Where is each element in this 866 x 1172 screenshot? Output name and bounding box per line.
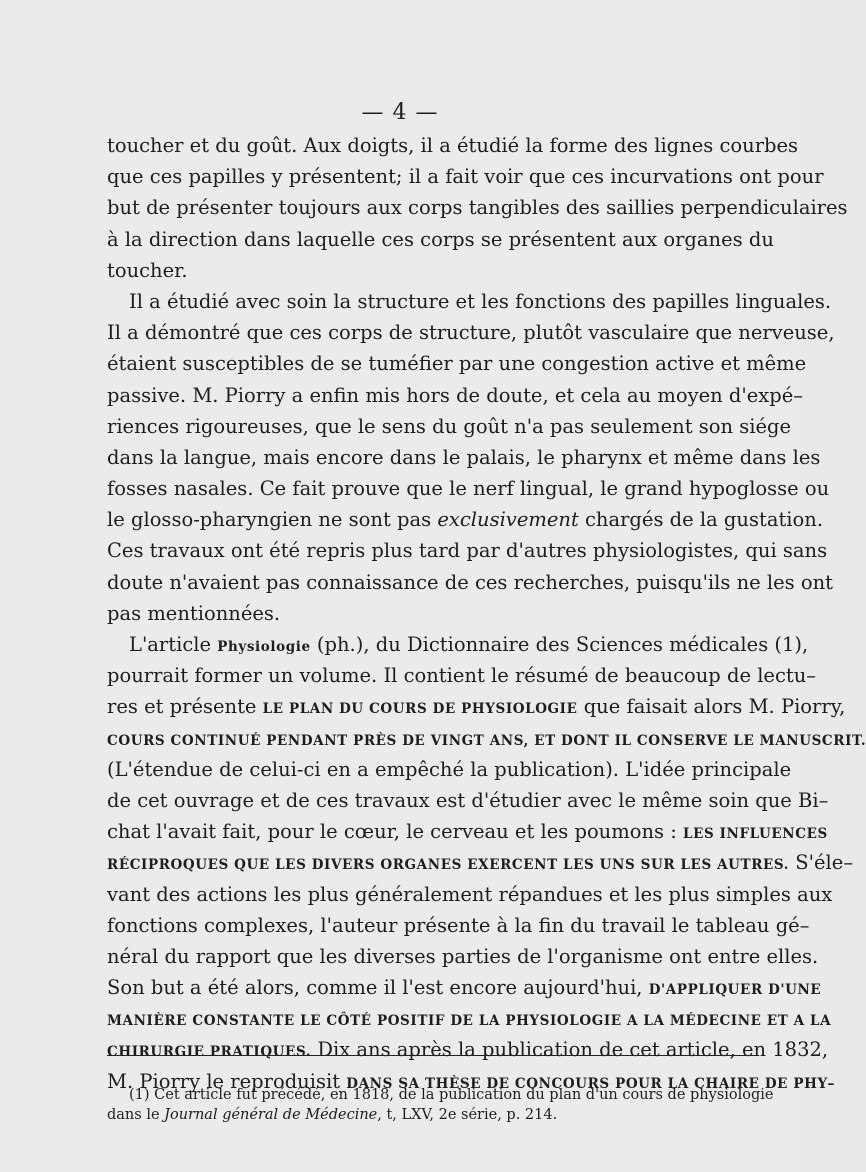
- text-line: [107, 1003, 832, 1034]
- text-line: [107, 192, 848, 223]
- text-segment: Dix ans après la publication de cet article, en 1832,: [311, 1038, 829, 1062]
- text-segment: passive. M. Piorry a enfin mis hors de doute, et cela au moyen d'expé–: [107, 383, 804, 407]
- text-segment: MANIÈRE CONSTANTE LE CÔTÉ POSITIF DE LA PHYSIOLOGIE A LA MÉDECINE ET A LA: [107, 1013, 832, 1030]
- text-segment: fosses nasales. Ce fait prouve que le nerf lingual, le grand hypoglosse ou: [107, 477, 830, 501]
- text-line: [107, 130, 799, 161]
- text-segment: CHIRURGIE PRATIQUES.: [107, 1044, 312, 1061]
- text-segment: fonctions complexes, l'auteur présente à la fin du travail le tableau gé–: [107, 913, 810, 937]
- text-line: [107, 286, 832, 317]
- text-line: [107, 442, 821, 473]
- text-segment: doute n'avaient pas connaissance de ces recherches, puisqu'ils ne les ont: [107, 570, 834, 594]
- text-segment: dans le: [107, 1107, 165, 1123]
- footnote-line: [107, 1085, 774, 1105]
- text-line: [107, 317, 835, 348]
- text-line: [107, 660, 817, 691]
- text-segment: dans la langue, mais encore dans le palais, le pharynx et même dans les: [107, 445, 821, 469]
- text-segment: Physiologie: [217, 639, 311, 655]
- footnote-line: [107, 1105, 757, 1125]
- text-segment: vant des actions les plus généralement répandues et les plus simples aux: [107, 882, 833, 906]
- text-line: [107, 785, 829, 816]
- text-segment: LES INFLUENCES: [683, 826, 828, 843]
- text-segment: D'APPLIQUER D'UNE: [648, 982, 822, 999]
- text-segment: L'article: [129, 633, 218, 656]
- text-line: [107, 816, 828, 847]
- text-segment: que ces papilles y présentent; il a fait voir que ces incurvations ont pour: [107, 165, 824, 189]
- text-segment: Il a démontré que ces corps de structure, plutôt vasculaire que nerveuse,: [107, 321, 835, 345]
- text-segment: res et présente: [107, 695, 263, 719]
- text-segment: but de présenter toujours aux corps tangibles des saillies perpendiculaires: [107, 196, 848, 220]
- text-segment: Il a étudié avec soin la structure et les fonctions des papilles linguales.: [129, 289, 832, 313]
- text-segment: (1) Cet article fut précédé, en 1818, de la publication du plan d'un cours de physiologie: [129, 1087, 774, 1103]
- text-segment: à la direction dans laquelle ces corps se présentent aux organes du: [107, 227, 774, 251]
- text-segment: RÉCIPROQUES QUE LES DIVERS ORGANES EXERCENT LES UNS SUR LES AUTRES.: [107, 857, 790, 874]
- text-segment: S'éle–: [789, 851, 854, 875]
- text-segment: (L'étendue de celui-ci en a empêché la publication). L'idée principale: [107, 757, 792, 781]
- text-segment: chargés de la gustation.: [578, 508, 824, 532]
- text-segment: Journal général de Médecine: [164, 1107, 378, 1123]
- text-line: [107, 411, 792, 442]
- text-line: [107, 161, 824, 192]
- text-segment: (ph.), du Dictionnaire des Sciences médicales (1),: [310, 633, 809, 656]
- text-segment: exclusivement: [437, 508, 579, 532]
- text-line: [107, 629, 809, 660]
- text-line: [107, 879, 833, 910]
- text-line: [107, 972, 822, 1003]
- text-line: [107, 255, 757, 286]
- text-line: [107, 941, 819, 972]
- text-line: [107, 348, 807, 379]
- text-line: [107, 473, 830, 504]
- text-line: [107, 504, 824, 535]
- text-line: [107, 847, 854, 878]
- text-segment: Ces travaux ont été repris plus tard par d'autres physiologistes, qui sans: [107, 539, 828, 563]
- text-segment: le glosso-pharyngien ne sont pas: [107, 508, 438, 532]
- text-line: [107, 380, 804, 411]
- text-line: [107, 598, 757, 629]
- text-line: [107, 567, 834, 598]
- text-segment: pas mentionnées.: [107, 601, 281, 625]
- text-line: [107, 691, 846, 722]
- footnote-divider: [107, 1055, 757, 1056]
- text-segment: LE PLAN DU COURS DE PHYSIOLOGIE: [262, 701, 578, 718]
- text-segment: de cet ouvrage et de ces travaux est d'étudier avec le même soin que Bi–: [107, 788, 829, 812]
- text-segment: que faisait alors M. Piorry,: [577, 695, 846, 719]
- text-segment: M. Piorry le reproduisit: [107, 1069, 347, 1093]
- text-segment: DANS SA THÈSE DE CONCOURS POUR LA CHAIRE DE PHY–: [346, 1075, 836, 1092]
- text-segment: toucher.: [107, 258, 188, 282]
- text-segment: pourrait former un volume. Il contient le résumé de beaucoup de lectu–: [107, 664, 817, 688]
- text-line: [107, 754, 792, 785]
- text-line: [107, 535, 828, 566]
- text-line: [107, 224, 774, 255]
- text-segment: chat l'avait fait, pour le cœur, le cerveau et les poumons :: [107, 820, 684, 844]
- text-segment: toucher et du goût. Aux doigts, il a étudié la forme des lignes courbes: [107, 134, 799, 157]
- text-segment: riences rigoureuses, que le sens du goût n'a pas seulement son siége: [107, 414, 792, 438]
- text-segment: Son but a été alors, comme il l'est encore aujourd'hui,: [107, 976, 649, 1000]
- text-line: [107, 723, 866, 754]
- footnote: [107, 1085, 774, 1125]
- text-segment: COURS CONTINUÉ PENDANT PRÈS DE VINGT ANS, ET DONT IL CONSERVE LE MANUSCRIT.: [107, 732, 866, 749]
- page-number: — 4 —: [361, 100, 439, 125]
- text-segment: , t, LXV, 2e série, p. 214.: [377, 1107, 558, 1123]
- text-line: [107, 1034, 829, 1065]
- text-line: [107, 910, 810, 941]
- text-segment: étaient susceptibles de se tuméfier par une congestion active et même: [107, 352, 807, 376]
- text-segment: néral du rapport que les diverses parties de l'organisme ont entre elles.: [107, 944, 819, 968]
- body-text: [107, 130, 866, 1097]
